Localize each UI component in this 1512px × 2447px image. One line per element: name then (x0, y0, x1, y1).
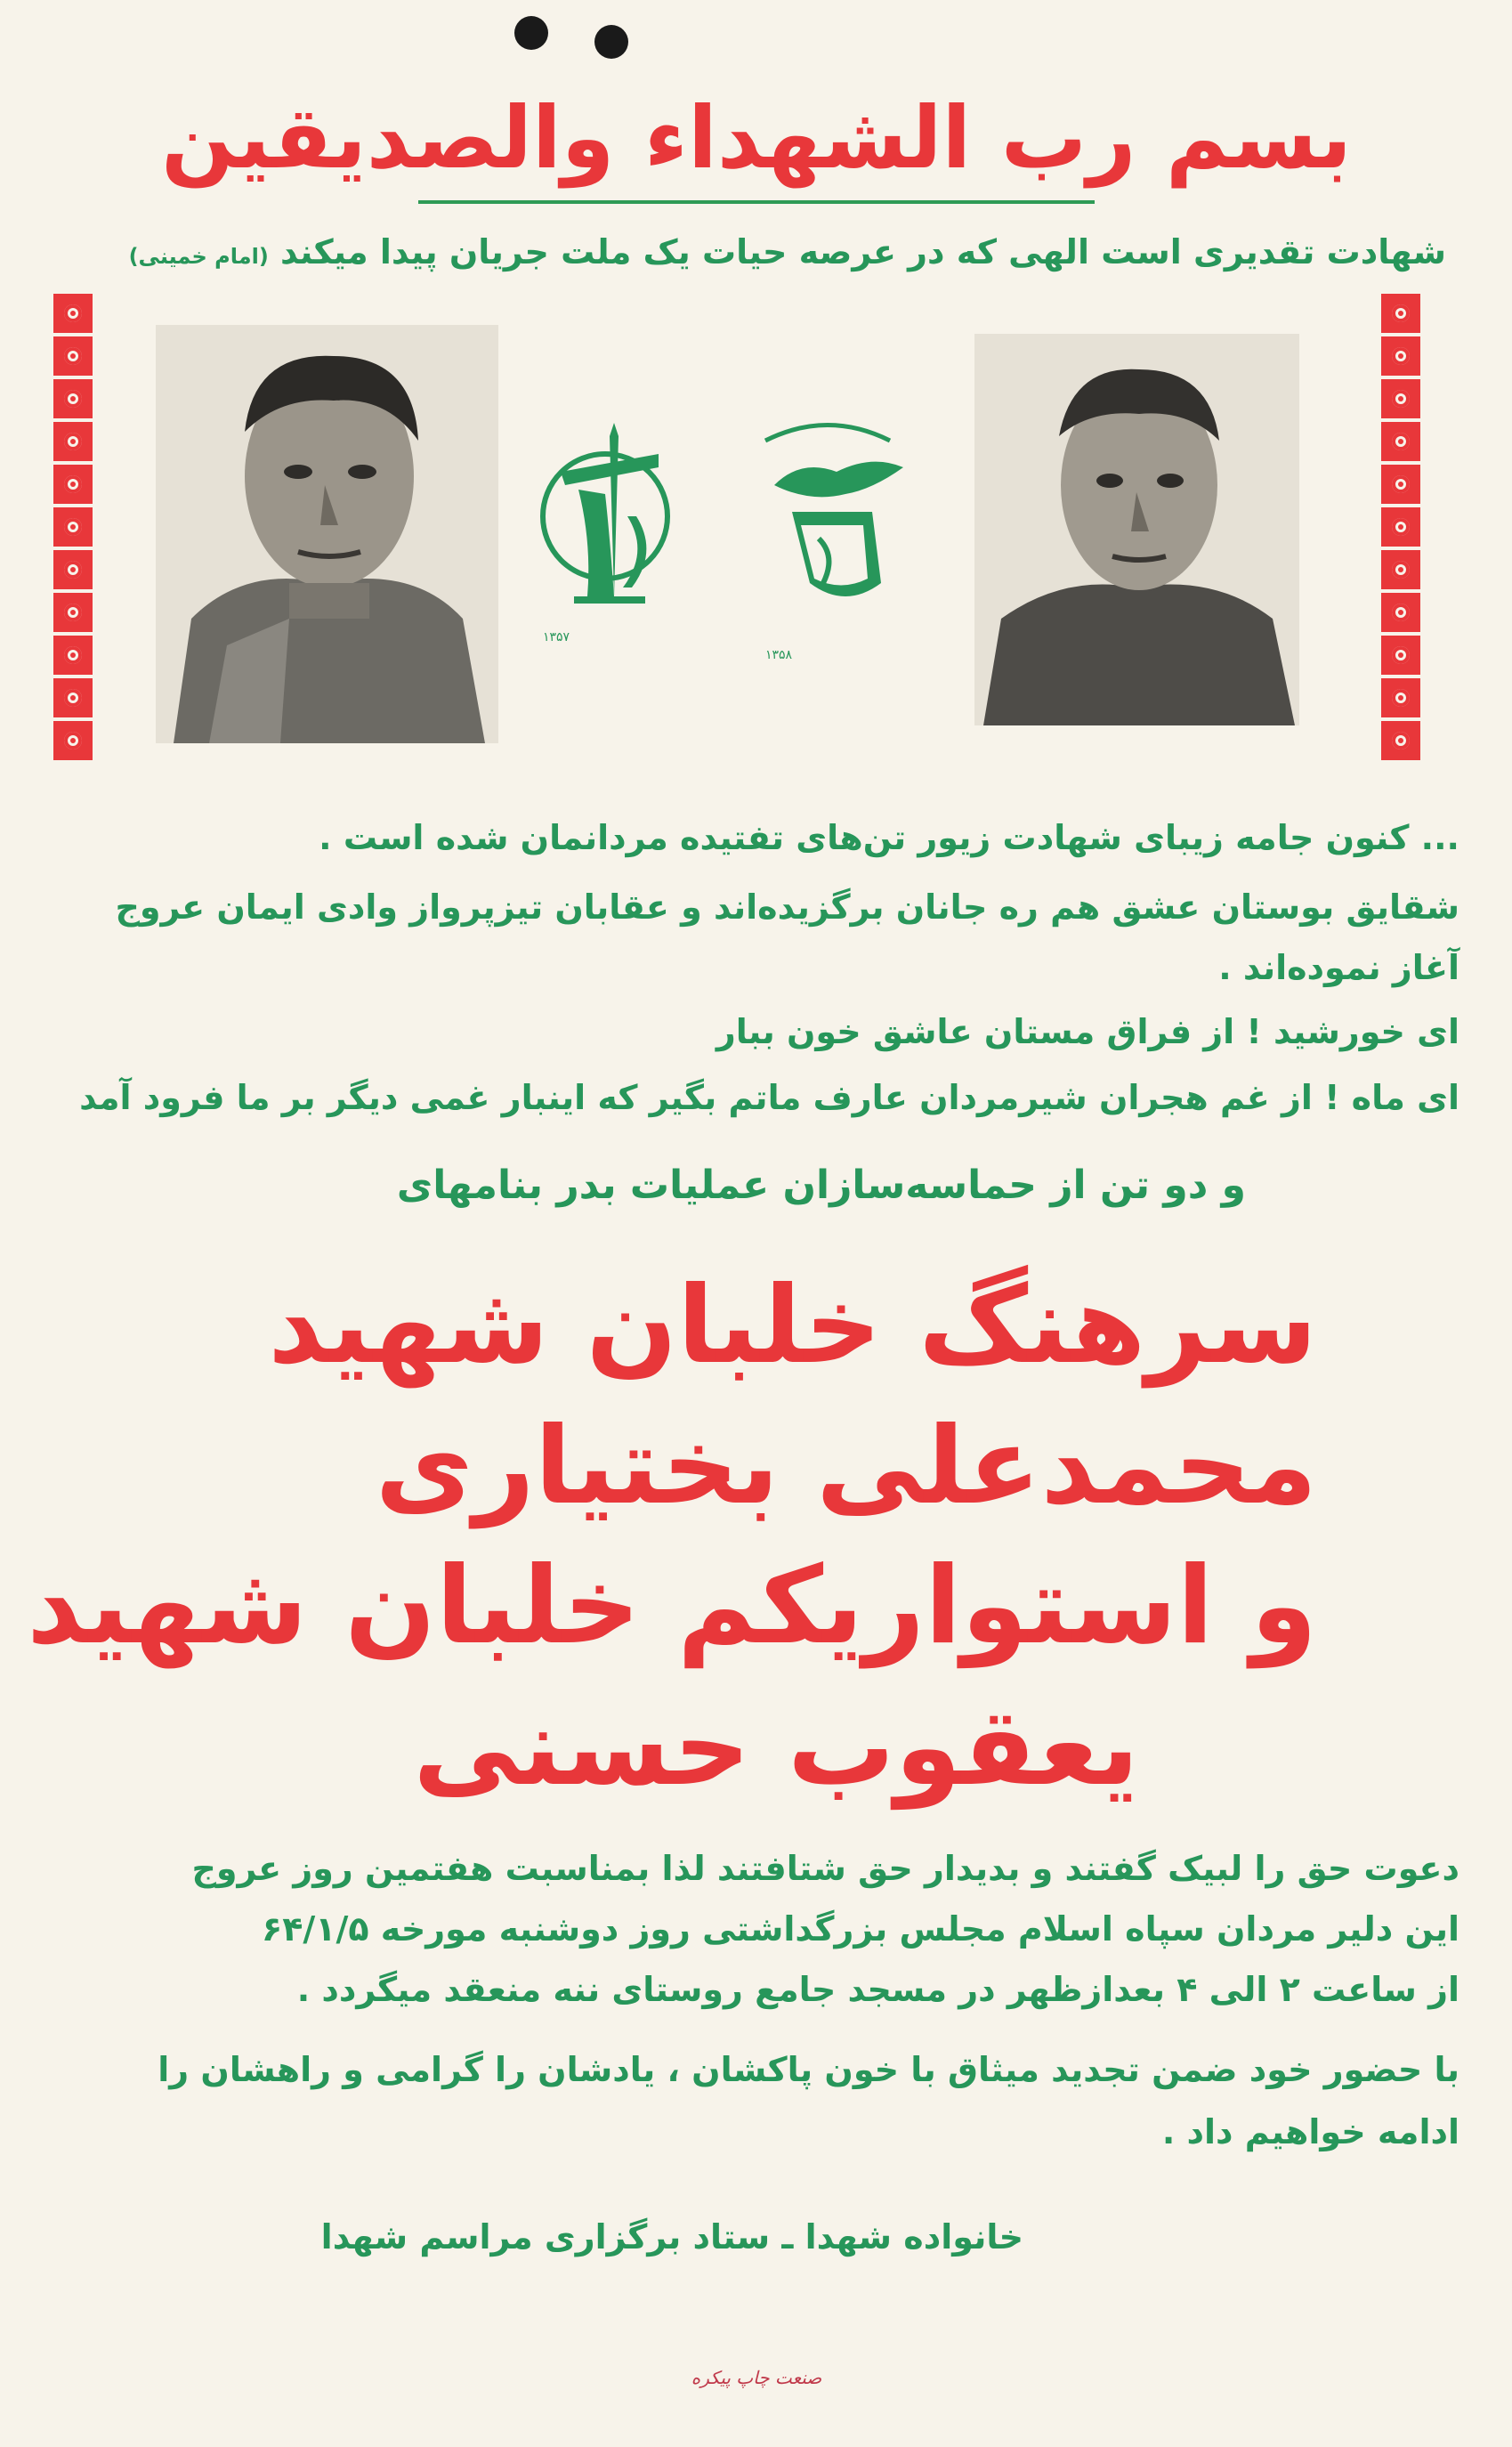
martyr-name-line: محمدعلی بختیاری (375, 1405, 1317, 1528)
announcement-line: این دلیر مردان سپاه اسلام مجلس بزرگداشتی روز دوشنبه مورخه ۶۴/۱/۵ (262, 1909, 1459, 1949)
martyr-name-line: سرهنگ خلبان شهید (268, 1264, 1317, 1388)
flower-ornament-icon (1381, 678, 1420, 717)
quote-attribution: (امام خمینی) (128, 244, 269, 269)
punch-hole (594, 25, 628, 59)
printer-mark: صنعت چاپ پیکره (691, 2367, 822, 2388)
flower-ornament-icon (53, 550, 93, 589)
flower-ornament-icon (1381, 422, 1420, 461)
flower-ornament-icon (53, 294, 93, 333)
announcement-line: از ساعت ۲ الی ۴ بعدازظهر در مسجد جامع روستای ننه منعقد میگردد . (296, 1970, 1459, 2009)
title-divider (418, 200, 1095, 204)
portrait-left-image (156, 325, 498, 743)
flower-ornament-icon (53, 336, 93, 376)
flower-ornament-icon (1381, 507, 1420, 547)
irgc-emblem-icon (525, 418, 681, 668)
flower-ornament-icon (1381, 593, 1420, 632)
martyr-name-line: یعقوب حسنی (413, 1686, 1139, 1810)
flower-ornament-icon (1381, 636, 1420, 675)
paragraph-line: ای ماه ! از غم هجران شیرمردان عارف ماتم بگیر که اینبار غمی دیگر بر ما فرود آمد (79, 1078, 1459, 1117)
flower-ornament-icon (53, 636, 93, 675)
quote-text: شهادت تقدیری است الهی که در عرصه حیات یک ملت جریان پیدا میکند (280, 232, 1446, 271)
announcement-line: ادامه خواهیم داد . (1161, 2112, 1459, 2151)
announcement-line: با حضور خود ضمن تجدید میثاق با خون پاکشان ، یادشان را گرامی و راهشان را (158, 2050, 1459, 2089)
khomeini-quote (71, 221, 1446, 283)
portrait-right (974, 334, 1299, 725)
subheading: و دو تن از حماسه‌سازان عملیات بدر بنامهای (396, 1163, 1246, 1208)
flower-ornament-icon (1381, 294, 1420, 333)
emblem-year-left: ۱۳۵۷ (543, 630, 570, 644)
paragraph-line: آغاز نموده‌اند . (1218, 948, 1459, 987)
flower-ornament-icon (1381, 336, 1420, 376)
flower-ornament-icon (53, 422, 93, 461)
flower-ornament-icon (1381, 379, 1420, 418)
emblem-year-right: ۱۳۵۸ (765, 648, 793, 662)
flower-ornament-icon (1381, 721, 1420, 760)
flower-ornament-icon (1381, 550, 1420, 589)
martyrs-foundation-emblem-icon (739, 405, 917, 672)
paragraph-line: ای خورشید ! از فراق مستان عاشق خون ببار (716, 1012, 1459, 1051)
flower-ornament-icon (53, 593, 93, 632)
flower-ornament-icon (53, 721, 93, 760)
poster-title: بسم رب الشهداء والصدیقین (161, 88, 1352, 188)
signature: خانواده شهدا ـ ستاد برگزاری مراسم شهدا (320, 2217, 1023, 2257)
martyr-name-line: و استواریکم خلبان شهید (27, 1544, 1317, 1668)
flower-ornament-icon (53, 507, 93, 547)
portrait-right-image (974, 334, 1299, 725)
flower-ornament-icon (53, 379, 93, 418)
paragraph-line: شقایق بوستان عشق هم ره جانان برگزیده‌اند و عقابان تیزپرواز وادی ایمان عروج (115, 887, 1459, 927)
paragraph-line: ... کنون جامه زیبای شهادت زیور تن‌های تفتیده مردانمان شده است . (319, 818, 1459, 857)
portrait-left (156, 325, 498, 743)
right-ornament-border (1381, 294, 1420, 773)
punch-hole (514, 16, 548, 50)
flower-ornament-icon (53, 465, 93, 504)
left-ornament-border (53, 294, 93, 773)
announcement-line: دعوت حق را لبیک گفتند و بدیدار حق شتافتند لذا بمناسبت هفتمین روز عروج (191, 1849, 1459, 1888)
flower-ornament-icon (1381, 465, 1420, 504)
flower-ornament-icon (53, 678, 93, 717)
